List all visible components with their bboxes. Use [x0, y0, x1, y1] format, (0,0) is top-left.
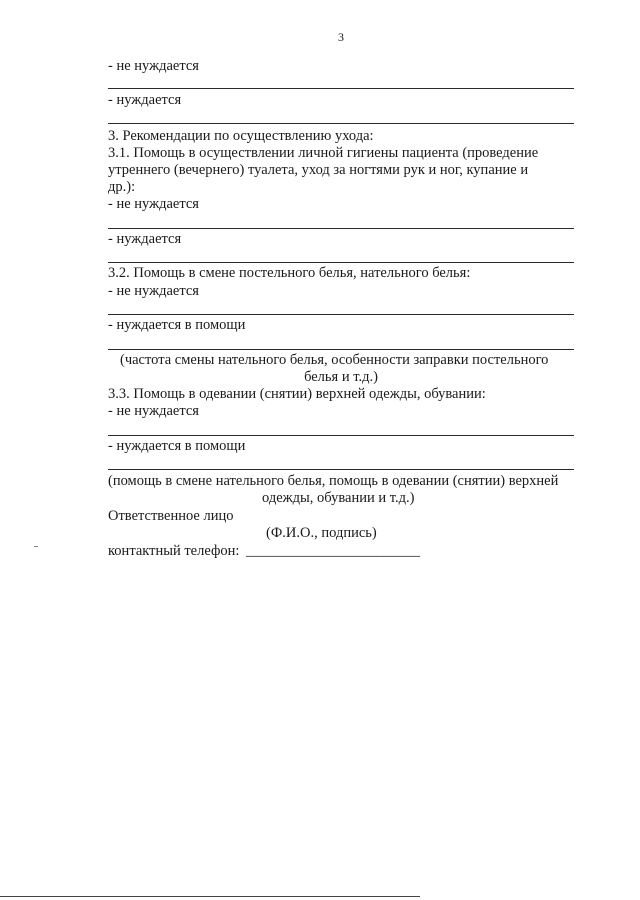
section-3-2-not-needed: - не нуждается: [108, 283, 199, 299]
contact-phone-blank: ________________________: [246, 543, 420, 559]
blank-rule: [108, 314, 574, 315]
blank-rule: [108, 262, 574, 263]
contact-phone-label: контактный телефон:: [108, 543, 240, 559]
blank-rule: [108, 469, 574, 470]
responsible-person-label: Ответственное лицо: [108, 508, 234, 524]
section-3-3-not-needed: - не нуждается: [108, 403, 199, 419]
blank-rule: [108, 88, 574, 89]
line-not-needed-1: - не нуждается: [108, 58, 199, 74]
section-3-2-title: 3.2. Помощь в смене постельного белья, нательного белья:: [108, 265, 471, 281]
blank-rule: [108, 228, 574, 229]
blank-rule: [108, 435, 574, 436]
section-3-1-needed: - нуждается: [108, 231, 182, 247]
section-3-1-not-needed: - не нуждается: [108, 196, 199, 212]
section-3-3-title: 3.3. Помощь в одевании (снятии) верхней одежды, обувании:: [108, 386, 486, 402]
section-3-1-line-1: 3.1. Помощь в осуществлении личной гигиены пациента (проведение: [108, 145, 539, 161]
blank-rule: [108, 123, 574, 124]
section-3-3-note-line-2: одежды, обувании и т.д.): [262, 490, 415, 506]
section-3-2-note-line-2: белья и т.д.): [304, 369, 378, 385]
section-3-3-needed: - нуждается в помощи: [108, 438, 246, 454]
line-needed-1: - нуждается: [108, 92, 182, 108]
section-3-2-needed: - нуждается в помощи: [108, 317, 246, 333]
section-3-title: 3. Рекомендации по осуществлению ухода:: [108, 128, 374, 144]
section-3-2-note-line-1: (частота смены нательного белья, особенности заправки постельного: [120, 352, 549, 368]
scan-bottom-edge: [0, 896, 420, 897]
scan-margin-speck: [34, 546, 38, 547]
section-3-1-line-3: др.):: [108, 179, 136, 195]
section-3-3-note-line-1: (помощь в смене нательного белья, помощь в одевании (снятии) верхней: [108, 473, 559, 489]
fio-signature-caption: (Ф.И.О., подпись): [266, 525, 377, 541]
section-3-1-line-2: утреннего (вечернего) туалета, уход за ногтями рук и ног, купание и: [108, 162, 529, 178]
page-number: 3: [338, 30, 344, 44]
blank-rule: [108, 349, 574, 350]
